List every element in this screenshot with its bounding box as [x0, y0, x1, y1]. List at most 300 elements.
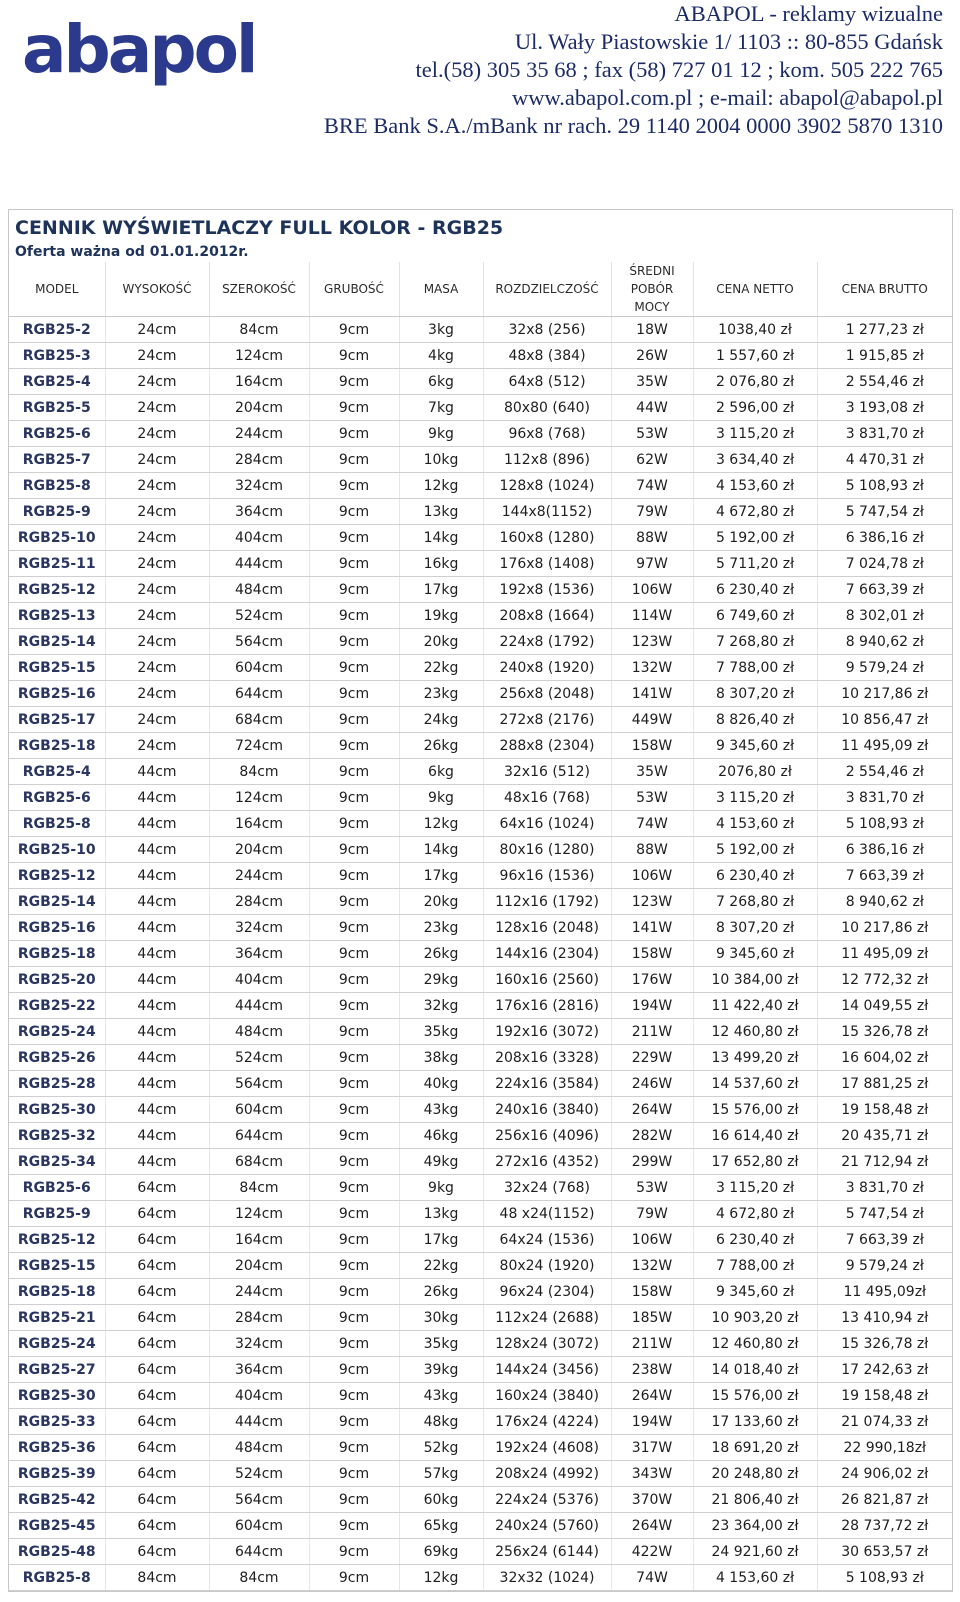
cell-resolution: 80x80 (640): [483, 395, 611, 421]
cell-model: RGB25-21: [9, 1305, 105, 1331]
cell-weight: 3kg: [399, 317, 483, 343]
cell-resolution: 112x8 (896): [483, 447, 611, 473]
cell-gross-price: 3 831,70 zł: [817, 421, 952, 447]
cell-height: 64cm: [105, 1461, 209, 1487]
cell-height: 24cm: [105, 473, 209, 499]
cell-width: 484cm: [209, 1019, 309, 1045]
cell-height: 64cm: [105, 1331, 209, 1357]
cell-height: 24cm: [105, 577, 209, 603]
cell-gross-price: 5 747,54 zł: [817, 499, 952, 525]
cell-gross-price: 8 940,62 zł: [817, 889, 952, 915]
cell-width: 564cm: [209, 1487, 309, 1513]
cell-model: RGB25-17: [9, 707, 105, 733]
cell-thickness: 9cm: [309, 343, 399, 369]
cell-gross-price: 15 326,78 zł: [817, 1019, 952, 1045]
table-row: [9, 525, 952, 551]
cell-width: 484cm: [209, 1435, 309, 1461]
cell-resolution: 48 x24(1152): [483, 1201, 611, 1227]
cell-height: 44cm: [105, 785, 209, 811]
cell-weight: 35kg: [399, 1331, 483, 1357]
cell-width: 204cm: [209, 1253, 309, 1279]
cell-weight: 10kg: [399, 447, 483, 473]
cell-resolution: 192x24 (4608): [483, 1435, 611, 1461]
cell-gross-price: 10 856,47 zł: [817, 707, 952, 733]
company-contact-block: [324, 0, 943, 140]
cell-width: 484cm: [209, 577, 309, 603]
cell-weight: 26kg: [399, 1279, 483, 1305]
cell-net-price: 5 711,20 zł: [693, 551, 817, 577]
cell-power: 74W: [611, 1565, 693, 1591]
cell-width: 404cm: [209, 525, 309, 551]
table-row: [9, 785, 952, 811]
cell-net-price: 8 307,20 zł: [693, 681, 817, 707]
cell-weight: 12kg: [399, 811, 483, 837]
cell-gross-price: 20 435,71 zł: [817, 1123, 952, 1149]
cell-width: 524cm: [209, 1045, 309, 1071]
cell-weight: 35kg: [399, 1019, 483, 1045]
cell-width: 364cm: [209, 1357, 309, 1383]
cell-thickness: 9cm: [309, 811, 399, 837]
cell-net-price: 23 364,00 zł: [693, 1513, 817, 1539]
cell-width: 324cm: [209, 1331, 309, 1357]
cell-model: RGB25-6: [9, 421, 105, 447]
cell-power: 35W: [611, 759, 693, 785]
cell-power: 299W: [611, 1149, 693, 1175]
cell-gross-price: 17 881,25 zł: [817, 1071, 952, 1097]
cell-width: 604cm: [209, 1097, 309, 1123]
cell-net-price: 7 788,00 zł: [693, 1253, 817, 1279]
cell-weight: 12kg: [399, 473, 483, 499]
cell-weight: 23kg: [399, 681, 483, 707]
cell-model: RGB25-22: [9, 993, 105, 1019]
cell-power: 449W: [611, 707, 693, 733]
cell-model: RGB25-12: [9, 577, 105, 603]
cell-height: 44cm: [105, 1071, 209, 1097]
cell-resolution: 256x8 (2048): [483, 681, 611, 707]
cell-power: 158W: [611, 1279, 693, 1305]
cell-thickness: 9cm: [309, 655, 399, 681]
cell-model: RGB25-18: [9, 1279, 105, 1305]
cell-height: 24cm: [105, 551, 209, 577]
cell-gross-price: 17 242,63 zł: [817, 1357, 952, 1383]
cell-power: 229W: [611, 1045, 693, 1071]
cell-weight: 9kg: [399, 785, 483, 811]
cell-resolution: 240x24 (5760): [483, 1513, 611, 1539]
table-row: [9, 1123, 952, 1149]
cell-weight: 12kg: [399, 1565, 483, 1591]
column-header-weight: MASA: [399, 262, 483, 317]
cell-power: 74W: [611, 811, 693, 837]
cell-resolution: 144x24 (3456): [483, 1357, 611, 1383]
cell-resolution: 96x8 (768): [483, 421, 611, 447]
cell-height: 64cm: [105, 1305, 209, 1331]
cell-model: RGB25-4: [9, 759, 105, 785]
cell-height: 24cm: [105, 421, 209, 447]
cell-thickness: 9cm: [309, 1513, 399, 1539]
cell-thickness: 9cm: [309, 785, 399, 811]
cell-power: 123W: [611, 629, 693, 655]
cell-model: RGB25-9: [9, 1201, 105, 1227]
cell-net-price: 17 652,80 zł: [693, 1149, 817, 1175]
table-row: [9, 1019, 952, 1045]
cell-resolution: 64x16 (1024): [483, 811, 611, 837]
company-web-email: www.abapol.com.pl ; e-mail: abapol@abapol.pl: [511, 85, 943, 110]
cell-gross-price: 6 386,16 zł: [817, 837, 952, 863]
cell-net-price: 2 596,00 zł: [693, 395, 817, 421]
cell-model: RGB25-26: [9, 1045, 105, 1071]
cell-gross-price: 3 831,70 zł: [817, 785, 952, 811]
cell-width: 84cm: [209, 1565, 309, 1591]
cell-resolution: 160x16 (2560): [483, 967, 611, 993]
cell-height: 64cm: [105, 1201, 209, 1227]
table-row: [9, 889, 952, 915]
cell-resolution: 112x16 (1792): [483, 889, 611, 915]
cell-gross-price: 2 554,46 zł: [817, 759, 952, 785]
cell-height: 44cm: [105, 941, 209, 967]
cell-power: 238W: [611, 1357, 693, 1383]
cell-weight: 57kg: [399, 1461, 483, 1487]
cell-thickness: 9cm: [309, 759, 399, 785]
cell-width: 644cm: [209, 1539, 309, 1565]
cell-height: 24cm: [105, 525, 209, 551]
cell-height: 24cm: [105, 655, 209, 681]
table-row: [9, 1487, 952, 1513]
cell-weight: 17kg: [399, 577, 483, 603]
cell-net-price: 12 460,80 zł: [693, 1019, 817, 1045]
cell-model: RGB25-15: [9, 1253, 105, 1279]
column-header-thickness: GRUBOŚĆ: [309, 262, 399, 317]
cell-height: 24cm: [105, 317, 209, 343]
cell-width: 284cm: [209, 889, 309, 915]
cell-weight: 40kg: [399, 1071, 483, 1097]
cell-power: 97W: [611, 551, 693, 577]
cell-gross-price: 2 554,46 zł: [817, 369, 952, 395]
cell-weight: 26kg: [399, 941, 483, 967]
cell-gross-price: 19 158,48 zł: [817, 1383, 952, 1409]
table-row: [9, 343, 952, 369]
cell-resolution: 272x16 (4352): [483, 1149, 611, 1175]
cell-thickness: 9cm: [309, 889, 399, 915]
cell-power: 132W: [611, 1253, 693, 1279]
cell-power: 370W: [611, 1487, 693, 1513]
cell-width: 84cm: [209, 759, 309, 785]
cell-resolution: 272x8 (2176): [483, 707, 611, 733]
cell-thickness: 9cm: [309, 1123, 399, 1149]
cell-power: 246W: [611, 1071, 693, 1097]
cell-width: 404cm: [209, 1383, 309, 1409]
cell-weight: 49kg: [399, 1149, 483, 1175]
cell-width: 284cm: [209, 447, 309, 473]
cell-power: 317W: [611, 1435, 693, 1461]
cell-resolution: 176x8 (1408): [483, 551, 611, 577]
cell-weight: 14kg: [399, 525, 483, 551]
cell-power: 35W: [611, 369, 693, 395]
cell-power: 282W: [611, 1123, 693, 1149]
cell-weight: 20kg: [399, 629, 483, 655]
cell-model: RGB25-42: [9, 1487, 105, 1513]
cell-weight: 13kg: [399, 1201, 483, 1227]
cell-model: RGB25-30: [9, 1383, 105, 1409]
cell-width: 364cm: [209, 941, 309, 967]
cell-weight: 46kg: [399, 1123, 483, 1149]
cell-thickness: 9cm: [309, 1201, 399, 1227]
cell-height: 64cm: [105, 1279, 209, 1305]
cell-model: RGB25-6: [9, 785, 105, 811]
cell-power: 88W: [611, 525, 693, 551]
cell-weight: 9kg: [399, 1175, 483, 1201]
table-row: [9, 1435, 952, 1461]
cell-resolution: 240x16 (3840): [483, 1097, 611, 1123]
cell-resolution: 288x8 (2304): [483, 733, 611, 759]
cell-net-price: 14 537,60 zł: [693, 1071, 817, 1097]
cell-width: 124cm: [209, 343, 309, 369]
column-header-gross-price: CENA BRUTTO: [817, 262, 952, 317]
cell-height: 44cm: [105, 863, 209, 889]
cell-resolution: 128x16 (2048): [483, 915, 611, 941]
cell-power: 53W: [611, 785, 693, 811]
cell-net-price: 10 903,20 zł: [693, 1305, 817, 1331]
cell-net-price: 7 268,80 zł: [693, 889, 817, 915]
cell-thickness: 9cm: [309, 1383, 399, 1409]
cell-net-price: 3 115,20 zł: [693, 1175, 817, 1201]
cell-power: 185W: [611, 1305, 693, 1331]
table-row: [9, 421, 952, 447]
cell-net-price: 1038,40 zł: [693, 317, 817, 343]
cell-height: 44cm: [105, 915, 209, 941]
cell-net-price: 4 153,60 zł: [693, 811, 817, 837]
table-row: [9, 1279, 952, 1305]
cell-thickness: 9cm: [309, 629, 399, 655]
cell-gross-price: 14 049,55 zł: [817, 993, 952, 1019]
cell-power: 123W: [611, 889, 693, 915]
cell-power: 88W: [611, 837, 693, 863]
cell-power: 422W: [611, 1539, 693, 1565]
cell-thickness: 9cm: [309, 1279, 399, 1305]
cell-resolution: 192x8 (1536): [483, 577, 611, 603]
cell-power: 106W: [611, 1227, 693, 1253]
table-row: [9, 1565, 952, 1591]
cell-weight: 17kg: [399, 1227, 483, 1253]
cell-thickness: 9cm: [309, 733, 399, 759]
table-row: [9, 1331, 952, 1357]
cell-model: RGB25-5: [9, 395, 105, 421]
cell-resolution: 192x16 (3072): [483, 1019, 611, 1045]
cell-height: 44cm: [105, 759, 209, 785]
cell-power: 74W: [611, 473, 693, 499]
cell-resolution: 224x8 (1792): [483, 629, 611, 655]
cell-gross-price: 10 217,86 zł: [817, 915, 952, 941]
cell-gross-price: 30 653,57 zł: [817, 1539, 952, 1565]
cell-model: RGB25-18: [9, 941, 105, 967]
cell-net-price: 4 672,80 zł: [693, 499, 817, 525]
table-row: [9, 317, 952, 343]
cell-width: 444cm: [209, 551, 309, 577]
cell-model: RGB25-2: [9, 317, 105, 343]
cell-net-price: 1 557,60 zł: [693, 343, 817, 369]
cell-model: RGB25-33: [9, 1409, 105, 1435]
cell-weight: 19kg: [399, 603, 483, 629]
table-row: [9, 1149, 952, 1175]
table-row: [9, 915, 952, 941]
cell-model: RGB25-16: [9, 915, 105, 941]
cell-model: RGB25-6: [9, 1175, 105, 1201]
cell-thickness: 9cm: [309, 941, 399, 967]
cell-net-price: 6 230,40 zł: [693, 1227, 817, 1253]
table-row: [9, 1383, 952, 1409]
cell-thickness: 9cm: [309, 1019, 399, 1045]
cell-gross-price: 11 495,09 zł: [817, 941, 952, 967]
cell-width: 644cm: [209, 681, 309, 707]
cell-net-price: 12 460,80 zł: [693, 1331, 817, 1357]
cell-width: 564cm: [209, 629, 309, 655]
cell-net-price: 9 345,60 zł: [693, 941, 817, 967]
cell-resolution: 208x24 (4992): [483, 1461, 611, 1487]
cell-power: 176W: [611, 967, 693, 993]
cell-gross-price: 19 158,48 zł: [817, 1097, 952, 1123]
cell-resolution: 64x8 (512): [483, 369, 611, 395]
cell-width: 324cm: [209, 915, 309, 941]
table-row: [9, 369, 952, 395]
cell-gross-price: 9 579,24 zł: [817, 1253, 952, 1279]
cell-net-price: 14 018,40 zł: [693, 1357, 817, 1383]
cell-width: 524cm: [209, 603, 309, 629]
cell-net-price: 17 133,60 zł: [693, 1409, 817, 1435]
cell-thickness: 9cm: [309, 1331, 399, 1357]
cell-gross-price: 11 495,09 zł: [817, 733, 952, 759]
cell-thickness: 9cm: [309, 681, 399, 707]
table-row: [9, 1227, 952, 1253]
cell-thickness: 9cm: [309, 551, 399, 577]
cell-width: 524cm: [209, 1461, 309, 1487]
cell-width: 244cm: [209, 421, 309, 447]
cell-width: 204cm: [209, 837, 309, 863]
cell-gross-price: 16 604,02 zł: [817, 1045, 952, 1071]
cell-thickness: 9cm: [309, 837, 399, 863]
cell-model: RGB25-4: [9, 369, 105, 395]
cell-height: 24cm: [105, 681, 209, 707]
cell-height: 64cm: [105, 1357, 209, 1383]
cell-thickness: 9cm: [309, 707, 399, 733]
cell-resolution: 176x16 (2816): [483, 993, 611, 1019]
cell-net-price: 9 345,60 zł: [693, 1279, 817, 1305]
cell-power: 264W: [611, 1097, 693, 1123]
cell-resolution: 144x8(1152): [483, 499, 611, 525]
cell-model: RGB25-10: [9, 525, 105, 551]
table-row: [9, 1461, 952, 1487]
cell-thickness: 9cm: [309, 421, 399, 447]
cell-height: 44cm: [105, 811, 209, 837]
cell-thickness: 9cm: [309, 525, 399, 551]
cell-height: 24cm: [105, 707, 209, 733]
cell-net-price: 20 248,80 zł: [693, 1461, 817, 1487]
cell-thickness: 9cm: [309, 603, 399, 629]
cell-height: 64cm: [105, 1513, 209, 1539]
cell-thickness: 9cm: [309, 915, 399, 941]
cell-model: RGB25-24: [9, 1331, 105, 1357]
cell-weight: 20kg: [399, 889, 483, 915]
cell-height: 24cm: [105, 629, 209, 655]
cell-resolution: 208x8 (1664): [483, 603, 611, 629]
cell-resolution: 160x8 (1280): [483, 525, 611, 551]
cell-model: RGB25-48: [9, 1539, 105, 1565]
cell-power: 211W: [611, 1331, 693, 1357]
cell-resolution: 32x32 (1024): [483, 1565, 611, 1591]
cell-power: 53W: [611, 1175, 693, 1201]
cell-model: RGB25-14: [9, 889, 105, 915]
cell-width: 84cm: [209, 1175, 309, 1201]
table-row: [9, 395, 952, 421]
cell-width: 164cm: [209, 1227, 309, 1253]
cell-thickness: 9cm: [309, 1175, 399, 1201]
cell-model: RGB25-36: [9, 1435, 105, 1461]
cell-model: RGB25-16: [9, 681, 105, 707]
cell-model: RGB25-34: [9, 1149, 105, 1175]
cell-thickness: 9cm: [309, 1487, 399, 1513]
cell-weight: 13kg: [399, 499, 483, 525]
cell-resolution: 32x16 (512): [483, 759, 611, 785]
cell-gross-price: 8 940,62 zł: [817, 629, 952, 655]
cell-resolution: 128x24 (3072): [483, 1331, 611, 1357]
cell-thickness: 9cm: [309, 1461, 399, 1487]
cell-model: RGB25-30: [9, 1097, 105, 1123]
cell-thickness: 9cm: [309, 1435, 399, 1461]
cell-height: 64cm: [105, 1409, 209, 1435]
table-row: [9, 837, 952, 863]
cell-height: 24cm: [105, 603, 209, 629]
cell-weight: 7kg: [399, 395, 483, 421]
table-row: [9, 993, 952, 1019]
table-row: [9, 733, 952, 759]
cell-width: 364cm: [209, 499, 309, 525]
cell-height: 44cm: [105, 993, 209, 1019]
cell-power: 211W: [611, 1019, 693, 1045]
table-row: [9, 967, 952, 993]
cell-height: 64cm: [105, 1253, 209, 1279]
cell-resolution: 128x8 (1024): [483, 473, 611, 499]
cell-net-price: 13 499,20 zł: [693, 1045, 817, 1071]
cell-net-price: 6 749,60 zł: [693, 603, 817, 629]
cell-weight: 9kg: [399, 421, 483, 447]
cell-weight: 22kg: [399, 1253, 483, 1279]
table-row: [9, 811, 952, 837]
cell-gross-price: 21 074,33 zł: [817, 1409, 952, 1435]
cell-power: 158W: [611, 941, 693, 967]
table-row: [9, 1305, 952, 1331]
cell-gross-price: 10 217,86 zł: [817, 681, 952, 707]
table-row: [9, 1175, 952, 1201]
cell-net-price: 3 115,20 zł: [693, 785, 817, 811]
cell-gross-price: 5 108,93 zł: [817, 811, 952, 837]
cell-weight: 16kg: [399, 551, 483, 577]
cell-power: 114W: [611, 603, 693, 629]
cell-gross-price: 28 737,72 zł: [817, 1513, 952, 1539]
cell-resolution: 32x24 (768): [483, 1175, 611, 1201]
cell-thickness: 9cm: [309, 473, 399, 499]
cell-thickness: 9cm: [309, 1357, 399, 1383]
cell-power: 158W: [611, 733, 693, 759]
cell-resolution: 240x8 (1920): [483, 655, 611, 681]
column-header-model: MODEL: [9, 262, 105, 317]
cell-model: RGB25-39: [9, 1461, 105, 1487]
cell-model: RGB25-24: [9, 1019, 105, 1045]
cell-thickness: 9cm: [309, 1097, 399, 1123]
cell-width: 604cm: [209, 655, 309, 681]
cell-power: 18W: [611, 317, 693, 343]
cell-gross-price: 4 470,31 zł: [817, 447, 952, 473]
cell-weight: 14kg: [399, 837, 483, 863]
cell-height: 64cm: [105, 1175, 209, 1201]
cell-thickness: 9cm: [309, 1539, 399, 1565]
